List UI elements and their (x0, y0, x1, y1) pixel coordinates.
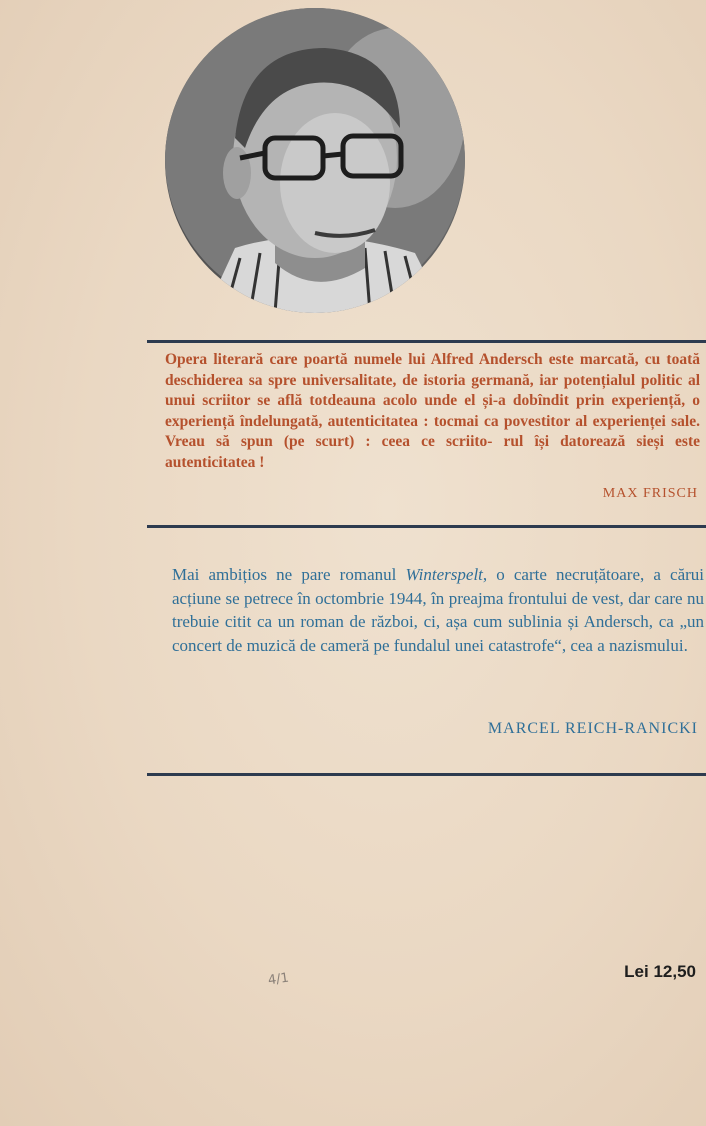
author-portrait (165, 8, 465, 313)
quote1-line-3: istoria germană, iar potențialul politic al unui scriitor se află (165, 371, 701, 409)
quote1-line-4: totdeauna acolo unde el și-a dobîndit prin experiență, o (309, 392, 700, 409)
quote2-text-start: Mai ambițios ne pare romanul (172, 565, 406, 584)
quote1-line-6: al experienței sale. Vreau să spun (pe scurt) : ceea ce scriito- (165, 412, 700, 450)
divider-bottom (147, 773, 706, 776)
quote-max-frisch (165, 350, 700, 473)
quote2-author: MARCEL REICH-RANICKI (487, 720, 698, 737)
quote1-line-7: rul își datorează sieși este autenticitatea ! (165, 433, 700, 471)
quote1-author: MAX FRISCH (602, 486, 698, 501)
quote-reich-ranicki (172, 563, 704, 657)
divider-top (147, 340, 706, 343)
quote1-line-2: marcată, cu toată deschiderea sa spre universalitate, de (165, 351, 700, 389)
quote1-line-1: Opera literară care poartă numele lui Alfred Andersch este (165, 351, 574, 368)
quote1-line-5: experiență îndelungată, autenticitatea : tocmai ca povestitor (165, 412, 570, 430)
handwritten-mark: 4/1 (267, 970, 290, 989)
portrait-illustration (165, 8, 465, 313)
price-label: Lei 12,50 (624, 962, 696, 981)
quote2-text-end: , o carte necruțătoare, a cărui acțiune se petrece în octombrie 1944, în preajma frontului de vest, dar care nu trebuie citit ca un roman de război, ci, așa cum sublinia și Andersch, ca „un concert de muzică de cameră pe fundalul unei catastrofe“, cea a nazismului. (172, 565, 704, 655)
book-title: Winterspelt (405, 565, 483, 584)
divider-middle (147, 525, 706, 528)
